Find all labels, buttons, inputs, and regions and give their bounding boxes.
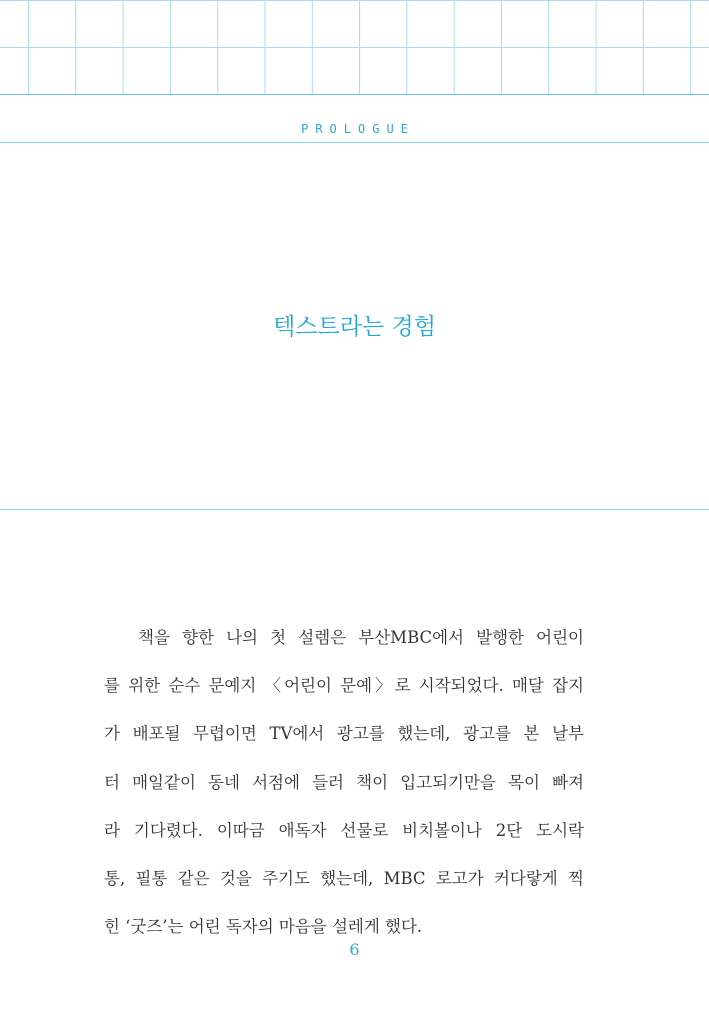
chapter-title: 텍스트라는 경험 <box>273 314 436 340</box>
page-number: 6 <box>349 940 360 959</box>
body-paragraph <box>104 614 584 951</box>
divider-bottom <box>0 509 709 510</box>
grid-header-band <box>0 0 709 95</box>
body-line: 가 배포될 무렵이면 TV에서 광고를 했는데, 광고를 본 날부 <box>104 724 584 744</box>
body-line: 책을 향한 나의 첫 설렘은 부산MBC에서 발행한 어린이 <box>138 628 584 647</box>
body-line: 라 기다렸다. 이따금 애독자 선물로 비치볼이나 2단 도시락 <box>104 820 584 840</box>
body-line: 통, 필통 같은 것을 주기도 했는데, MBC 로고가 커다랗게 찍 <box>104 869 584 889</box>
section-label: PROLOGUE <box>301 122 415 136</box>
divider-top <box>0 142 709 143</box>
body-line: 힌 ‘굿즈’는 어린 독자의 마음을 설레게 했다. <box>104 917 423 937</box>
body-line: 를 위한 순수 문예지 〈어린이 문예〉로 시작되었다. 매달 잡지 <box>104 676 584 696</box>
body-line: 터 매일같이 동네 서점에 들러 책이 입고되기만을 목이 빠져 <box>104 772 584 792</box>
